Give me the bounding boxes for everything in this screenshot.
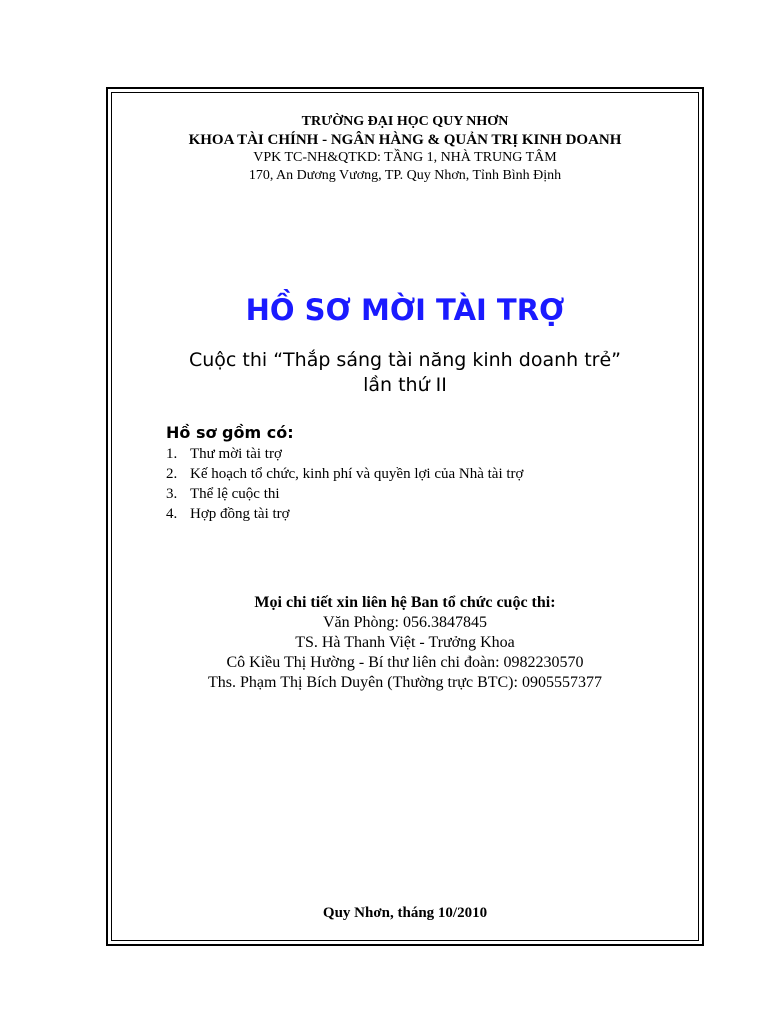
list-item-text: Thư mời tài trợ (190, 446, 282, 462)
contents-heading: Hồ sơ gồm có: (166, 423, 294, 442)
contact-line-office: Văn Phòng: 056.3847845 (323, 614, 487, 631)
document-header (112, 113, 698, 185)
document-title: HỒ SƠ MỜI TÀI TRỢ (245, 293, 565, 327)
list-item-text: Thể lệ cuộc thi (190, 486, 280, 502)
contact-line-dean: TS. Hà Thanh Việt - Trưởng Khoa (295, 634, 515, 651)
subtitle-line-1: Cuộc thi “Thắp sáng tài năng kinh doanh trẻ” (188, 349, 622, 371)
contact-heading: Mọi chi tiết xin liên hệ Ban tổ chức cuộc thi: (254, 594, 556, 611)
page-border (106, 87, 704, 946)
address: 170, An Dương Vương, TP. Quy Nhơn, Tỉnh Bình Định (248, 168, 562, 183)
list-item (166, 444, 523, 464)
list-item-number: 1. (166, 446, 178, 462)
contact-line-standing-committee: Ths. Phạm Thị Bích Duyên (Thường trực BTC): 0905557377 (208, 674, 602, 691)
contact-section (112, 593, 698, 693)
list-item (166, 484, 523, 504)
contents-list (166, 444, 523, 524)
list-item-text: Hợp đồng tài trợ (190, 506, 290, 522)
list-item-number: 2. (166, 466, 178, 482)
contact-line-secretary: Cô Kiều Thị Hường - Bí thư liên chi đoàn: 0982230570 (226, 654, 584, 671)
page-inner-border (111, 92, 699, 941)
list-item-number: 3. (166, 486, 178, 502)
list-item-number: 4. (166, 506, 178, 522)
office-location: VPK TC-NH&QTKD: TẦNG 1, NHÀ TRUNG TÂM (253, 150, 557, 165)
university-name: TRƯỜNG ĐẠI HỌC QUY NHƠN (301, 114, 509, 129)
list-item-text: Kế hoạch tổ chức, kinh phí và quyền lợi của Nhà tài trợ (190, 466, 524, 482)
subtitle-line-2: lần thứ II (363, 374, 447, 396)
document-subtitle (112, 348, 698, 398)
list-item (166, 504, 523, 524)
list-item (166, 464, 523, 484)
contents-section (166, 423, 523, 524)
place-and-date: Quy Nhơn, tháng 10/2010 (322, 905, 488, 921)
faculty-name: KHOA TÀI CHÍNH - NGÂN HÀNG & QUẢN TRỊ KINH DOANH (188, 132, 622, 148)
